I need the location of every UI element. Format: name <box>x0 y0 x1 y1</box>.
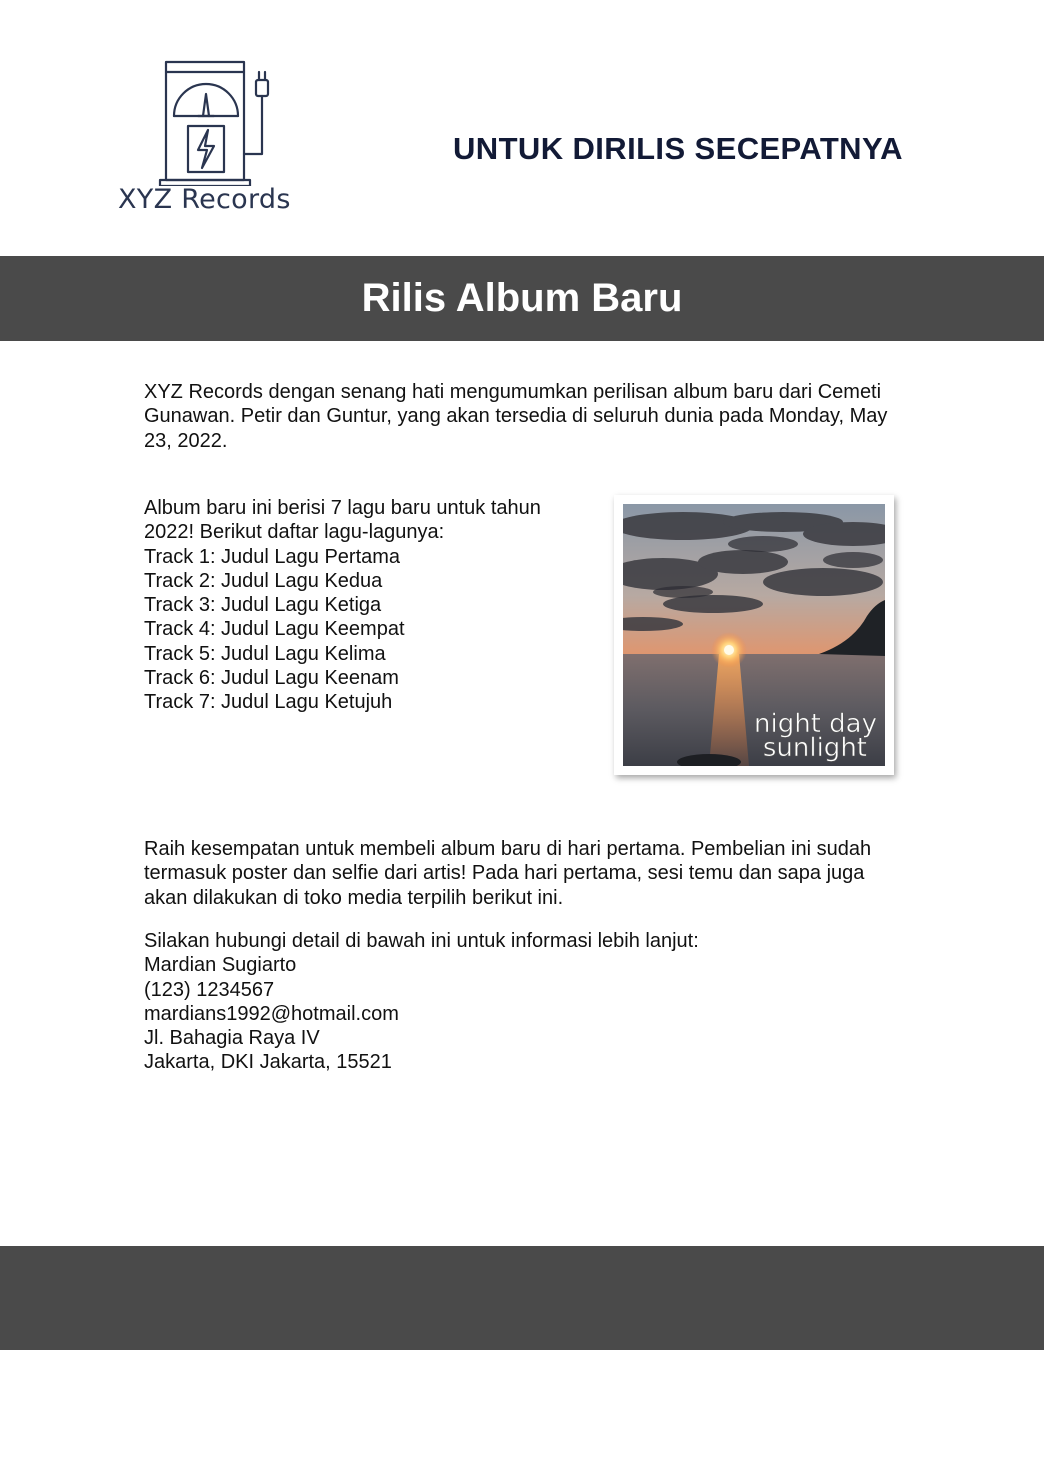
release-label: UNTUK DIRILIS SECEPATNYA <box>453 131 903 166</box>
plug-lightning-meter-icon <box>110 56 310 186</box>
cover-title-line: night day <box>754 709 877 739</box>
contact-name: Mardian Sugiarto <box>144 954 297 977</box>
track-item: Track 1: Judul Lagu Pertama <box>144 545 401 568</box>
title-band <box>0 256 1044 341</box>
contact-intro: Silakan hubungi detail di bawah ini untuk informasi lebih lanjut: <box>144 930 699 952</box>
album-intro-line: 2022! Berikut daftar lagu-lagunya: <box>144 521 445 544</box>
cover-title-line: sunlight <box>762 733 867 763</box>
contact-block <box>144 929 904 1075</box>
track-item: Track 4: Judul Lagu Keempat <box>144 618 405 641</box>
track-item: Track 2: Judul Lagu Kedua <box>144 569 383 592</box>
contact-address: Jl. Bahagia Raya IV <box>144 1027 320 1050</box>
promo-paragraph: Raih kesempatan untuk membeli album baru di hari pertama. Pembelian ini sudah termasuk poster dan selfie dari artis! Pada hari pertama, sesi temu dan sapa juga akan dilakukan di toko media terpilih berikut ini. <box>144 838 872 909</box>
contact-phone: (123) 1234567 <box>144 978 275 1001</box>
brand-name: XYZ Records <box>118 184 291 215</box>
intro-paragraph: XYZ Records dengan senang hati mengumumkan perilisan album baru dari Cemeti Gunawan. Petir dan Guntur, yang akan tersedia di seluruh dunia pada Monday, May 23, 2022. <box>144 381 888 452</box>
album-intro-line: Album baru ini berisi 7 lagu baru untuk tahun <box>144 497 541 519</box>
sunset-sea-image <box>623 504 885 766</box>
track-item: Track 6: Judul Lagu Keenam <box>144 667 399 690</box>
page-title: Rilis Album Baru <box>361 276 683 320</box>
contact-email: mardians1992@hotmail.com <box>144 1002 399 1025</box>
track-item: Track 7: Judul Lagu Ketujuh <box>144 691 393 714</box>
contact-city: Jakarta, DKI Jakarta, 15521 <box>144 1051 392 1074</box>
track-list <box>144 496 604 715</box>
brand-logo <box>110 56 310 221</box>
footer-band <box>0 1246 1044 1350</box>
track-item: Track 3: Judul Lagu Ketiga <box>144 594 382 617</box>
album-cover <box>614 495 894 775</box>
track-item: Track 5: Judul Lagu Kelima <box>144 642 386 665</box>
